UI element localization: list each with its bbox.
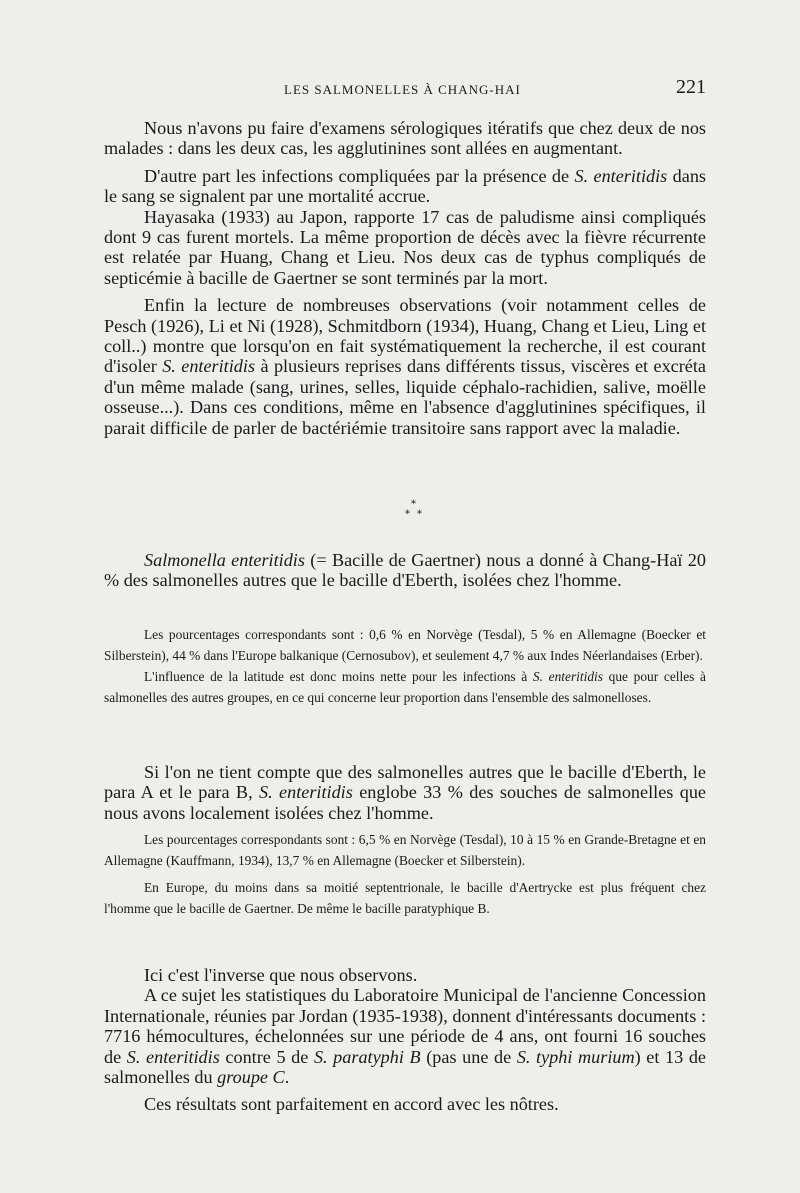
species-name: S. typhi murium bbox=[516, 1046, 635, 1067]
running-title: LES SALMONELLES À CHANG-HAI bbox=[284, 82, 521, 97]
text-run: Enfin la lecture de nombreuses observations (voir notamment celles de Pesch (1926), Li et Ni (1928), Schmitdborn (1934), Huang, Chang et Lieu, Ling et coll..) montre que lorsqu'on en fait systématiquement la recherche, il est courant d'isoler bbox=[104, 295, 706, 377]
paragraph-agreement: Ces résultats sont parfaitement en accord avec les nôtres. bbox=[144, 1094, 559, 1115]
note-europe: En Europe, du moins dans sa moitié septentrionale, le bacille d'Aertrycke est plus fréquent chez l'homme que le bacille de Gaertner. De même le bacille paratyphique B. bbox=[104, 880, 706, 916]
section-1 bbox=[104, 118, 706, 438]
text-run: L'influence de la latitude est donc moins nette pour les infections à bbox=[144, 669, 533, 684]
text-run: (pas une de bbox=[420, 1046, 517, 1067]
paragraph-serology: Nous n'avons pu faire d'examens sérologiques itératifs que chez deux de nos malades : dans les deux cas, les agglutinines sont allées en augmentant. bbox=[104, 118, 706, 159]
text-run: Si l'on ne tient compte que des salmonelles autres que le bacille d'Eberth, le para A et le para B, bbox=[104, 762, 706, 803]
text-run: dans le sang se signalent par une mortalité accrue. bbox=[104, 165, 706, 207]
paragraph-proportion bbox=[104, 762, 706, 823]
asterism-star: * bbox=[405, 509, 410, 520]
section-2-conclusion bbox=[104, 965, 706, 1115]
species-name: S. enteritidis bbox=[259, 782, 353, 803]
text-run: A ce sujet les statistiques du Laboratoire Municipal de l'ancienne Concession Internationale, réunies par Jordan (1935-1938), donnent d'intéressants documents : 7716 hémocultures, échelonnées sur une période de 4 ans, ont fourni 16 souches de bbox=[104, 985, 706, 1067]
text-run: englobe 33 % des souches de salmonelles que nous avons localement isolées chez l'homme. bbox=[104, 782, 706, 823]
paragraph-gaertner bbox=[104, 550, 706, 591]
paragraph-inverse: Ici c'est l'inverse que nous observons. bbox=[144, 965, 418, 985]
species-name: S. paratyphi B bbox=[313, 1046, 421, 1067]
paragraph-observations bbox=[104, 295, 706, 438]
text-run: contre 5 de bbox=[219, 1046, 314, 1067]
text-run: que pour celles à salmonelles des autres groupes, en ce qui concerne leur proportion dans l'ensemble des salmonelloses. bbox=[104, 669, 706, 705]
section-2-main bbox=[104, 762, 706, 823]
paragraph-statistics bbox=[104, 985, 706, 1087]
species-name: S. enteritidis bbox=[126, 1046, 220, 1067]
species-name: S. enteritidis bbox=[162, 356, 256, 377]
note-latitude bbox=[104, 666, 706, 708]
note-percentages-1: Les pourcentages correspondants sont : 0,6 % en Norvège (Tesdal), 5 % en Allemagne (Boecker et Silberstein), 44 % dans l'Europe balkanique (Cernosubov), et seulement 4,7 % aux Indes Néerlandaises (Erber). bbox=[104, 627, 706, 663]
paragraph-hayasaka: Hayasaka (1933) au Japon, rapporte 17 cas de paludisme ainsi compliqués dont 9 cas furent mortels. La même proportion de décès avec la fièvre récurrente est relatée par Huang, Chang et Lieu. Nos deux cas de typhus compliqués de septicémie à bacille de Gaertner se sont terminés par la mort. bbox=[104, 206, 706, 288]
note-block-1 bbox=[104, 624, 706, 708]
section-2-intro bbox=[104, 550, 706, 591]
asterism-star: * bbox=[411, 499, 416, 510]
asterism-separator bbox=[396, 500, 436, 526]
species-name: S. enteritidis bbox=[532, 669, 603, 684]
text-run: D'autre part les infections compliquées par la présence de bbox=[144, 165, 575, 186]
text-run: ) et 13 de salmonelles du bbox=[104, 1046, 706, 1088]
species-name: S. enteritidis bbox=[574, 165, 668, 186]
page-header bbox=[104, 76, 706, 102]
page-number: 221 bbox=[676, 76, 706, 98]
note-percentages-2: Les pourcentages correspondants sont : 6,5 % en Norvège (Tesdal), 10 à 15 % en Grande-Bretagne et en Allemagne (Kauffmann, 1934), 13,7 % en Allemagne (Boecker et Silberstein). bbox=[104, 832, 706, 868]
asterism-star: * bbox=[417, 509, 422, 520]
text-run: . bbox=[284, 1067, 290, 1088]
text-run: (= Bacille de Gaertner) nous a donné à Chang-Haï 20 % des salmonelles autres que le bacille d'Eberth, isolées chez l'homme. bbox=[104, 550, 706, 591]
group-name: groupe C bbox=[217, 1067, 285, 1088]
species-name: Salmonella enteritidis bbox=[144, 550, 305, 570]
paragraph-mortality bbox=[104, 166, 706, 207]
text-run: à plusieurs reprises dans différents tissus, viscères et excréta d'un même malade (sang, urines, selles, liquide céphalo-rachidien, salive, moëlle osseuse...). Dans ces conditions, même en l'absence d'agglutinines spécifiques, il parait difficile de parler de bactériémie transitoire sans rapport avec la maladie. bbox=[104, 356, 706, 438]
note-block-2 bbox=[104, 829, 706, 919]
